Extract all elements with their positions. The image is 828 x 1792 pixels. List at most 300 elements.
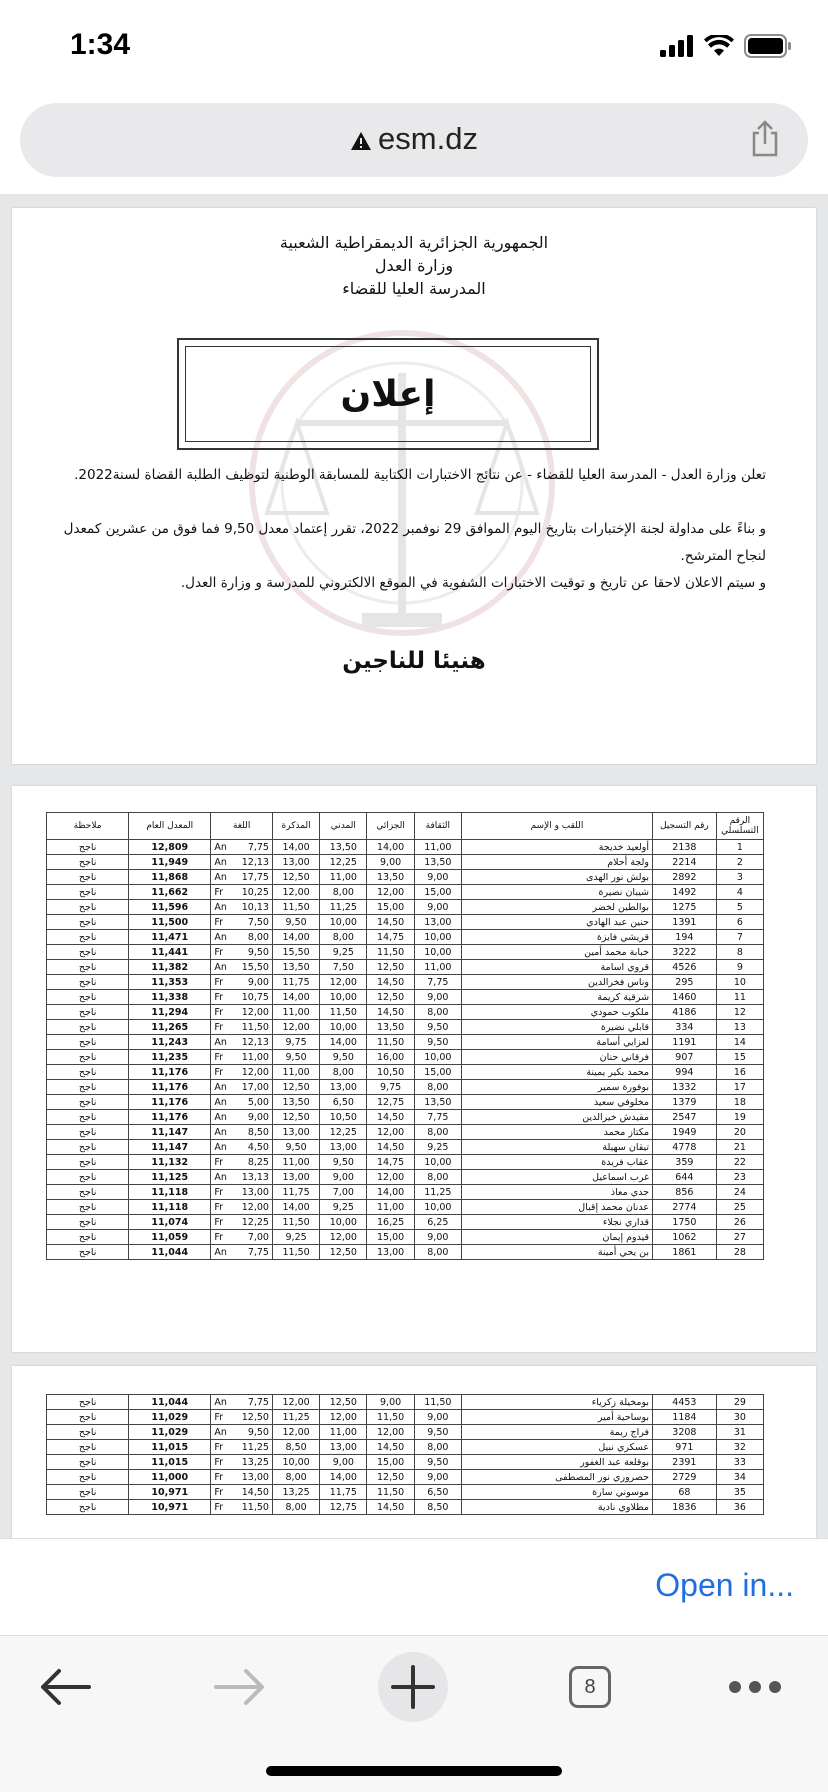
language-score: 12,00 xyxy=(241,1201,269,1213)
average-cell: 11,044 xyxy=(129,1245,211,1260)
serial-cell: 24 xyxy=(716,1185,763,1200)
culture-cell: 13,50 xyxy=(414,1095,461,1110)
name-cell: عدنان محمد إقبال xyxy=(461,1200,652,1215)
column-header: المذكرة xyxy=(272,813,319,840)
serial-cell: 1 xyxy=(716,840,763,855)
note-cell: ناجح xyxy=(47,1005,129,1020)
table-row xyxy=(47,1140,764,1155)
table-row xyxy=(47,1080,764,1095)
serial-cell: 15 xyxy=(716,1050,763,1065)
language-score: 12,25 xyxy=(241,1216,269,1228)
language-score: 13,13 xyxy=(241,1171,269,1183)
name-cell: شرقية كريمة xyxy=(461,990,652,1005)
serial-cell: 18 xyxy=(716,1095,763,1110)
language-cell xyxy=(211,840,273,855)
registration-cell: 68 xyxy=(653,1485,717,1500)
language-cell xyxy=(211,1035,273,1050)
language-cell xyxy=(211,1245,273,1260)
table-row xyxy=(47,1500,764,1515)
registration-cell: 2214 xyxy=(653,855,717,870)
note-cell: ناجح xyxy=(47,1140,129,1155)
criminal-cell: 11,50 xyxy=(367,945,414,960)
criminal-cell: 12,75 xyxy=(367,1095,414,1110)
average-cell: 11,132 xyxy=(129,1155,211,1170)
average-cell: 11,118 xyxy=(129,1185,211,1200)
note-cell: ناجح xyxy=(47,1245,129,1260)
average-cell: 11,176 xyxy=(129,1095,211,1110)
memo-cell: 14,00 xyxy=(272,990,319,1005)
table-row xyxy=(47,1215,764,1230)
language-cell xyxy=(211,1050,273,1065)
note-cell: ناجح xyxy=(47,1155,129,1170)
open-in-bar xyxy=(0,1538,828,1636)
pdf-page-2 xyxy=(12,786,816,1352)
name-cell: قروي اسامة xyxy=(461,960,652,975)
wifi-icon xyxy=(704,35,734,57)
note-cell: ناجح xyxy=(47,1035,129,1050)
table-row xyxy=(47,1095,764,1110)
table-row xyxy=(47,1110,764,1125)
language-cell xyxy=(211,1140,273,1155)
average-cell: 12,809 xyxy=(129,840,211,855)
address-bar[interactable] xyxy=(20,103,808,177)
language-code: An xyxy=(214,1396,227,1408)
memo-cell: 14,00 xyxy=(272,840,319,855)
system-indicators xyxy=(660,34,792,58)
serial-cell: 31 xyxy=(716,1425,763,1440)
table-row xyxy=(47,1200,764,1215)
note-cell: ناجح xyxy=(47,1410,129,1425)
average-cell: 11,235 xyxy=(129,1050,211,1065)
civil-cell: 11,75 xyxy=(320,1485,367,1500)
serial-cell: 3 xyxy=(716,870,763,885)
note-cell: ناجح xyxy=(47,1050,129,1065)
table-row xyxy=(47,855,764,870)
registration-cell: 1949 xyxy=(653,1125,717,1140)
table-row xyxy=(47,1185,764,1200)
criminal-cell: 12,00 xyxy=(367,1425,414,1440)
civil-cell: 9,25 xyxy=(320,945,367,960)
registration-cell: 2892 xyxy=(653,870,717,885)
language-code: Fr xyxy=(214,1006,224,1018)
criminal-cell: 15,00 xyxy=(367,900,414,915)
name-cell: عسكري نبيل xyxy=(461,1440,652,1455)
cellular-signal-icon xyxy=(660,35,694,57)
table-row xyxy=(47,915,764,930)
civil-cell: 6,50 xyxy=(320,1095,367,1110)
language-cell xyxy=(211,1440,273,1455)
table-row xyxy=(47,1170,764,1185)
memo-cell: 8,00 xyxy=(272,1470,319,1485)
registration-cell: 907 xyxy=(653,1050,717,1065)
note-cell: ناجح xyxy=(47,840,129,855)
memo-cell: 9,50 xyxy=(272,915,319,930)
culture-cell: 15,00 xyxy=(414,1065,461,1080)
average-cell: 11,029 xyxy=(129,1410,211,1425)
table-row xyxy=(47,1005,764,1020)
language-cell xyxy=(211,930,273,945)
culture-cell: 8,00 xyxy=(414,1005,461,1020)
column-header: اللقب و الإسم xyxy=(461,813,652,840)
bottom-area xyxy=(0,1538,828,1792)
language-score: 12,13 xyxy=(241,1036,269,1048)
language-cell xyxy=(211,855,273,870)
results-table xyxy=(46,1394,764,1515)
language-cell xyxy=(211,1500,273,1515)
civil-cell: 9,00 xyxy=(320,1170,367,1185)
civil-cell: 12,25 xyxy=(320,855,367,870)
name-cell: عقاب فريدة xyxy=(461,1155,652,1170)
serial-cell: 32 xyxy=(716,1440,763,1455)
culture-cell: 8,00 xyxy=(414,1080,461,1095)
registration-cell: 3208 xyxy=(653,1425,717,1440)
serial-cell: 4 xyxy=(716,885,763,900)
language-score: 8,25 xyxy=(247,1156,269,1168)
language-score: 11,00 xyxy=(241,1051,269,1063)
name-cell: حنين عبد الهادي xyxy=(461,915,652,930)
civil-cell: 10,50 xyxy=(320,1110,367,1125)
average-cell: 11,176 xyxy=(129,1065,211,1080)
table-row xyxy=(47,945,764,960)
civil-cell: 8,00 xyxy=(320,885,367,900)
name-cell: أولعيد خديجة xyxy=(461,840,652,855)
name-cell: خبابة محمد أمين xyxy=(461,945,652,960)
language-code: An xyxy=(214,1036,227,1048)
language-cell xyxy=(211,1005,273,1020)
registration-cell: 3222 xyxy=(653,945,717,960)
registration-cell: 1750 xyxy=(653,1215,717,1230)
civil-cell: 8,00 xyxy=(320,1065,367,1080)
memo-cell: 10,00 xyxy=(272,1455,319,1470)
language-score: 17,00 xyxy=(241,1081,269,1093)
civil-cell: 13,00 xyxy=(320,1080,367,1095)
serial-cell: 20 xyxy=(716,1125,763,1140)
table-row xyxy=(47,990,764,1005)
browser-toolbar xyxy=(0,1635,828,1735)
culture-cell: 10,00 xyxy=(414,1155,461,1170)
language-score: 5,00 xyxy=(247,1096,269,1108)
culture-cell: 11,50 xyxy=(414,1395,461,1410)
language-score: 13,25 xyxy=(241,1456,269,1468)
language-cell xyxy=(211,1155,273,1170)
serial-cell: 10 xyxy=(716,975,763,990)
culture-cell: 7,75 xyxy=(414,975,461,990)
language-score: 13,00 xyxy=(241,1186,269,1198)
note-cell: ناجح xyxy=(47,1065,129,1080)
civil-cell: 12,75 xyxy=(320,1500,367,1515)
language-code: An xyxy=(214,841,227,853)
note-cell: ناجح xyxy=(47,870,129,885)
home-indicator xyxy=(266,1766,562,1776)
criminal-cell: 14,50 xyxy=(367,1110,414,1125)
serial-cell: 9 xyxy=(716,960,763,975)
registration-cell: 644 xyxy=(653,1170,717,1185)
culture-cell: 13,50 xyxy=(414,855,461,870)
serial-cell: 29 xyxy=(716,1395,763,1410)
language-code: Fr xyxy=(214,1501,224,1513)
announcement-title: إعلان xyxy=(185,346,591,442)
memo-cell: 11,25 xyxy=(272,1410,319,1425)
culture-cell: 9,00 xyxy=(414,1470,461,1485)
registration-cell: 295 xyxy=(653,975,717,990)
note-cell: ناجح xyxy=(47,885,129,900)
name-cell: فرقاني حنان xyxy=(461,1050,652,1065)
memo-cell: 13,00 xyxy=(272,1125,319,1140)
more-menu-button[interactable] xyxy=(720,1655,790,1719)
language-score: 11,50 xyxy=(241,1021,269,1033)
name-cell: فراج ربمة xyxy=(461,1425,652,1440)
table-row xyxy=(47,1455,764,1470)
table-row xyxy=(47,1035,764,1050)
civil-cell: 12,00 xyxy=(320,1410,367,1425)
average-cell: 11,243 xyxy=(129,1035,211,1050)
civil-cell: 9,00 xyxy=(320,1455,367,1470)
registration-cell: 2547 xyxy=(653,1110,717,1125)
language-code: Fr xyxy=(214,1051,224,1063)
average-cell: 11,059 xyxy=(129,1230,211,1245)
culture-cell: 9,00 xyxy=(414,1410,461,1425)
language-score: 7,75 xyxy=(247,841,269,853)
doc-header-line-3: المدرسة العليا للقضاء xyxy=(342,279,486,298)
civil-cell: 7,00 xyxy=(320,1185,367,1200)
average-cell: 11,000 xyxy=(129,1470,211,1485)
name-cell: غرب اسماعيل xyxy=(461,1170,652,1185)
name-cell: شيبان نصيرة xyxy=(461,885,652,900)
name-cell: قيدوم إيمان xyxy=(461,1230,652,1245)
civil-cell: 11,25 xyxy=(320,900,367,915)
table-row xyxy=(47,1125,764,1140)
language-cell xyxy=(211,1110,273,1125)
language-code: Fr xyxy=(214,1216,224,1228)
language-cell xyxy=(211,1065,273,1080)
average-cell: 11,353 xyxy=(129,975,211,990)
language-cell xyxy=(211,1185,273,1200)
language-cell xyxy=(211,915,273,930)
criminal-cell: 12,50 xyxy=(367,990,414,1005)
name-cell: بوالطين لخضر xyxy=(461,900,652,915)
criminal-cell: 11,50 xyxy=(367,1485,414,1500)
language-code: Fr xyxy=(214,1201,224,1213)
note-cell: ناجح xyxy=(47,915,129,930)
criminal-cell: 14,50 xyxy=(367,1440,414,1455)
civil-cell: 10,00 xyxy=(320,1215,367,1230)
language-score: 9,00 xyxy=(247,1111,269,1123)
civil-cell: 8,00 xyxy=(320,930,367,945)
column-header: المدني xyxy=(320,813,367,840)
language-score: 12,50 xyxy=(241,1411,269,1423)
name-cell: بومخيلة زكرياء xyxy=(461,1395,652,1410)
note-cell: ناجح xyxy=(47,900,129,915)
tab-count: 8 xyxy=(584,1675,596,1698)
criminal-cell: 12,00 xyxy=(367,1170,414,1185)
registration-cell: 4186 xyxy=(653,1005,717,1020)
note-cell: ناجح xyxy=(47,1470,129,1485)
language-code: An xyxy=(214,901,227,913)
registration-cell: 2138 xyxy=(653,840,717,855)
table-row xyxy=(47,975,764,990)
civil-cell: 9,50 xyxy=(320,1050,367,1065)
column-header: الثقافة xyxy=(414,813,461,840)
language-code: An xyxy=(214,1426,227,1438)
pdf-viewer[interactable] xyxy=(0,194,828,1538)
language-cell xyxy=(211,975,273,990)
note-cell: ناجح xyxy=(47,1080,129,1095)
average-cell: 11,029 xyxy=(129,1425,211,1440)
memo-cell: 13,50 xyxy=(272,1095,319,1110)
culture-cell: 13,00 xyxy=(414,915,461,930)
average-cell: 11,471 xyxy=(129,930,211,945)
language-code: Fr xyxy=(214,1411,224,1423)
table-header-row xyxy=(47,813,764,840)
civil-cell: 13,00 xyxy=(320,1440,367,1455)
serial-cell: 12 xyxy=(716,1005,763,1020)
language-code: An xyxy=(214,1111,227,1123)
criminal-cell: 14,50 xyxy=(367,975,414,990)
culture-cell: 7,75 xyxy=(414,1110,461,1125)
average-cell: 11,662 xyxy=(129,885,211,900)
serial-cell: 25 xyxy=(716,1200,763,1215)
average-cell: 10,971 xyxy=(129,1500,211,1515)
open-in-button[interactable]: Open in... xyxy=(655,1567,794,1603)
serial-cell: 17 xyxy=(716,1080,763,1095)
language-code: Fr xyxy=(214,946,224,958)
table-row xyxy=(47,840,764,855)
table-row xyxy=(47,1470,764,1485)
note-cell: ناجح xyxy=(47,1440,129,1455)
average-cell: 11,500 xyxy=(129,915,211,930)
name-cell: مقيدش خيرالدين xyxy=(461,1110,652,1125)
registration-cell: 4526 xyxy=(653,960,717,975)
language-code: An xyxy=(214,1126,227,1138)
name-cell: قداري نجلاء xyxy=(461,1215,652,1230)
language-code: An xyxy=(214,961,227,973)
language-score: 17,75 xyxy=(241,871,269,883)
average-cell: 11,147 xyxy=(129,1125,211,1140)
language-score: 10,13 xyxy=(241,901,269,913)
average-cell: 11,596 xyxy=(129,900,211,915)
name-cell: لعزايي أسامة xyxy=(461,1035,652,1050)
serial-cell: 34 xyxy=(716,1470,763,1485)
criminal-cell: 11,50 xyxy=(367,1410,414,1425)
announcement-paragraph-2: و بناءً على مداولة لجنة الإختبارات بتاريخ اليوم الموافق 29 نوفمبر 2022، تقرر إعتماد معدل 9,50 فما فوق من عشرين كمعدل لنجاح المترشح. xyxy=(63,521,766,564)
civil-cell: 7,50 xyxy=(320,960,367,975)
language-code: An xyxy=(214,871,227,883)
memo-cell: 11,50 xyxy=(272,1245,319,1260)
registration-cell: 1861 xyxy=(653,1245,717,1260)
criminal-cell: 12,50 xyxy=(367,960,414,975)
serial-cell: 26 xyxy=(716,1215,763,1230)
language-code: Fr xyxy=(214,1471,224,1483)
language-code: Fr xyxy=(214,1486,224,1498)
serial-cell: 22 xyxy=(716,1155,763,1170)
civil-cell: 10,00 xyxy=(320,990,367,1005)
serial-cell: 7 xyxy=(716,930,763,945)
status-time: 1:34 xyxy=(70,28,131,61)
new-tab-button[interactable] xyxy=(378,1652,448,1722)
tab-switcher-button[interactable] xyxy=(560,1655,620,1719)
table-row xyxy=(47,900,764,915)
language-code: Fr xyxy=(214,1066,224,1078)
table-row xyxy=(47,1065,764,1080)
share-button[interactable] xyxy=(750,120,780,162)
civil-cell: 10,00 xyxy=(320,915,367,930)
table-row xyxy=(47,1245,764,1260)
name-cell: ولجة أحلام xyxy=(461,855,652,870)
registration-cell: 994 xyxy=(653,1065,717,1080)
note-cell: ناجح xyxy=(47,1095,129,1110)
criminal-cell: 13,50 xyxy=(367,870,414,885)
average-cell: 11,015 xyxy=(129,1455,211,1470)
language-cell xyxy=(211,1170,273,1185)
note-cell: ناجح xyxy=(47,1500,129,1515)
memo-cell: 9,50 xyxy=(272,1140,319,1155)
civil-cell: 12,50 xyxy=(320,1245,367,1260)
language-score: 9,50 xyxy=(247,1426,269,1438)
registration-cell: 971 xyxy=(653,1440,717,1455)
registration-cell: 1184 xyxy=(653,1410,717,1425)
criminal-cell: 14,50 xyxy=(367,1500,414,1515)
memo-cell: 12,50 xyxy=(272,870,319,885)
language-cell xyxy=(211,1485,273,1500)
culture-cell: 9,00 xyxy=(414,990,461,1005)
forward-button[interactable] xyxy=(205,1655,275,1719)
memo-cell: 14,00 xyxy=(272,1200,319,1215)
culture-cell: 10,00 xyxy=(414,945,461,960)
registration-cell: 1062 xyxy=(653,1230,717,1245)
civil-cell: 13,00 xyxy=(320,1140,367,1155)
note-cell: ناجح xyxy=(47,1110,129,1125)
serial-cell: 30 xyxy=(716,1410,763,1425)
criminal-cell: 15,00 xyxy=(367,1455,414,1470)
doc-header-line-2: وزارة العدل xyxy=(374,256,454,275)
name-cell: محمد بكير يمينة xyxy=(461,1065,652,1080)
pdf-page-1 xyxy=(12,208,816,764)
language-code: An xyxy=(214,1171,227,1183)
memo-cell: 11,50 xyxy=(272,900,319,915)
share-icon xyxy=(750,120,780,158)
language-cell xyxy=(211,1215,273,1230)
table-row xyxy=(47,1050,764,1065)
average-cell: 11,176 xyxy=(129,1080,211,1095)
culture-cell: 10,00 xyxy=(414,1050,461,1065)
serial-cell: 13 xyxy=(716,1020,763,1035)
culture-cell: 9,00 xyxy=(414,870,461,885)
serial-cell: 5 xyxy=(716,900,763,915)
serial-cell: 21 xyxy=(716,1140,763,1155)
criminal-cell: 15,00 xyxy=(367,1230,414,1245)
average-cell: 11,265 xyxy=(129,1020,211,1035)
criminal-cell: 14,00 xyxy=(367,840,414,855)
serial-cell: 6 xyxy=(716,915,763,930)
arrow-right-icon xyxy=(214,1667,266,1707)
civil-cell: 12,00 xyxy=(320,1230,367,1245)
serial-cell: 28 xyxy=(716,1245,763,1260)
culture-cell: 8,00 xyxy=(414,1170,461,1185)
url-display[interactable] xyxy=(20,121,808,157)
memo-cell: 13,25 xyxy=(272,1485,319,1500)
note-cell: ناجح xyxy=(47,1230,129,1245)
registration-cell: 194 xyxy=(653,930,717,945)
table-row xyxy=(47,1230,764,1245)
note-cell: ناجح xyxy=(47,1200,129,1215)
back-button[interactable] xyxy=(30,1655,100,1719)
column-header: رقم التسجيل xyxy=(653,813,717,840)
registration-cell: 1275 xyxy=(653,900,717,915)
memo-cell: 11,50 xyxy=(272,1215,319,1230)
serial-cell: 16 xyxy=(716,1065,763,1080)
criminal-cell: 14,50 xyxy=(367,1140,414,1155)
name-cell: مخلوفي سعيد xyxy=(461,1095,652,1110)
